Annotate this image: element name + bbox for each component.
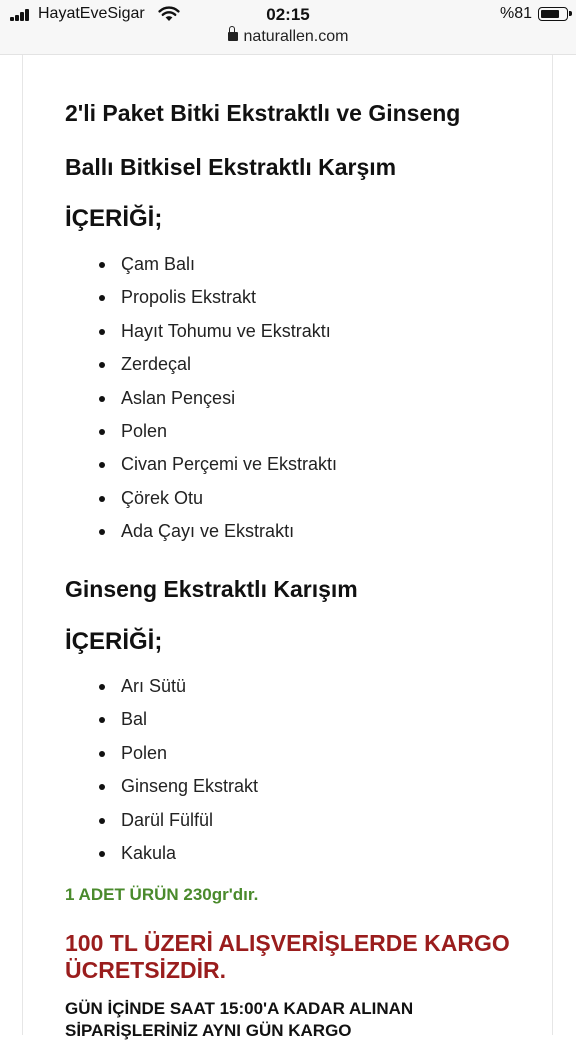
ingredient-item: [65, 737, 258, 770]
bullet-icon: [99, 462, 105, 468]
bullet-icon: [99, 529, 105, 535]
product-description-card: [22, 55, 553, 1040]
ingredient-label: Zerdeçal: [121, 354, 192, 375]
status-time: 02:15: [266, 5, 310, 24]
ingredient-label: Bal: [121, 709, 148, 730]
bullet-icon: [99, 429, 105, 435]
ingredient-item: [65, 515, 337, 548]
bullet-icon: [99, 851, 105, 857]
address-bar[interactable]: [0, 28, 576, 46]
ingredient-label: Polen: [121, 420, 168, 441]
browser-chrome: [0, 0, 576, 55]
ingredient-label: Çörek Otu: [121, 487, 204, 508]
bullet-icon: [99, 784, 105, 790]
delivery-line-2: SİPARİŞLERİNİZ AYNI GÜN KARGO: [65, 1021, 352, 1040]
ingredient-label: Propolis Ekstrakt: [121, 287, 257, 308]
ingredient-item: [65, 804, 258, 837]
url-text: naturallen.com: [243, 28, 349, 45]
battery-percentage: %81: [499, 5, 532, 22]
ingredient-label: Polen: [121, 742, 168, 763]
ingredients-heading-1: İÇERİĞİ;: [65, 205, 163, 232]
bullet-icon: [99, 362, 105, 368]
weight-note: 1 ADET ÜRÜN 230gr'dır.: [65, 885, 259, 904]
bullet-icon: [99, 329, 105, 335]
delivery-line-1: GÜN İÇİNDE SAAT 15:00'A KADAR ALINAN: [65, 999, 414, 1018]
ingredient-item: [65, 281, 337, 314]
bullet-icon: [99, 496, 105, 502]
bullet-icon: [99, 684, 105, 690]
ingredient-label: Çam Balı: [121, 254, 196, 274]
ingredient-label: Aslan Pençesi: [121, 387, 236, 408]
shipping-promo: 100 TL ÜZERİ ALIŞVERİŞLERDE KARGO ÜCRETSİZDİR.: [65, 930, 510, 983]
bullet-icon: [99, 262, 105, 268]
carrier-name: HayatEveSigar: [38, 5, 145, 22]
battery-fill: [541, 10, 559, 18]
product-subtitle-2: Ginseng Ekstraktlı Karışım: [65, 576, 358, 602]
ingredient-label: Hayıt Tohumu ve Ekstraktı: [121, 320, 331, 341]
ingredient-label: Kakula: [121, 842, 177, 863]
lock-icon: [228, 32, 238, 41]
ingredient-label: Darül Fülfül: [121, 809, 214, 830]
bullet-icon: [99, 717, 105, 723]
ingredients-list-1: [65, 248, 337, 549]
ingredient-label: Civan Perçemi ve Ekstraktı: [121, 454, 338, 475]
ingredient-label: Arı Sütü: [121, 676, 187, 696]
ingredient-item: [65, 382, 337, 415]
ingredient-item: [65, 703, 258, 736]
bullet-icon: [99, 396, 105, 402]
bullet-icon: [99, 818, 105, 824]
ingredient-item: [65, 482, 337, 515]
ingredient-item: [65, 348, 337, 381]
bullet-icon: [99, 751, 105, 757]
ingredient-item: [65, 837, 258, 870]
ingredient-item: [65, 248, 337, 281]
ingredient-item: [65, 770, 258, 803]
ingredient-label: Ada Çayı ve Ekstraktı: [121, 521, 295, 542]
bullet-icon: [99, 295, 105, 301]
ingredient-item: [65, 670, 258, 703]
status-bar: [0, 4, 576, 26]
product-title-line-2: Ballı Bitkisel Ekstraktlı Karşım: [65, 154, 397, 180]
battery-icon: [538, 7, 568, 21]
ingredient-item: [65, 448, 337, 481]
ingredient-label: Ginseng Ekstrakt: [121, 776, 259, 797]
product-title-line-1: 2'li Paket Bitki Ekstraktlı ve Ginseng: [65, 100, 461, 126]
delivery-info: [65, 998, 535, 1042]
ingredients-list-2: [65, 670, 258, 870]
ingredient-item: [65, 415, 337, 448]
ingredients-heading-2: İÇERİĞİ;: [65, 628, 163, 655]
ingredient-item: [65, 315, 337, 348]
